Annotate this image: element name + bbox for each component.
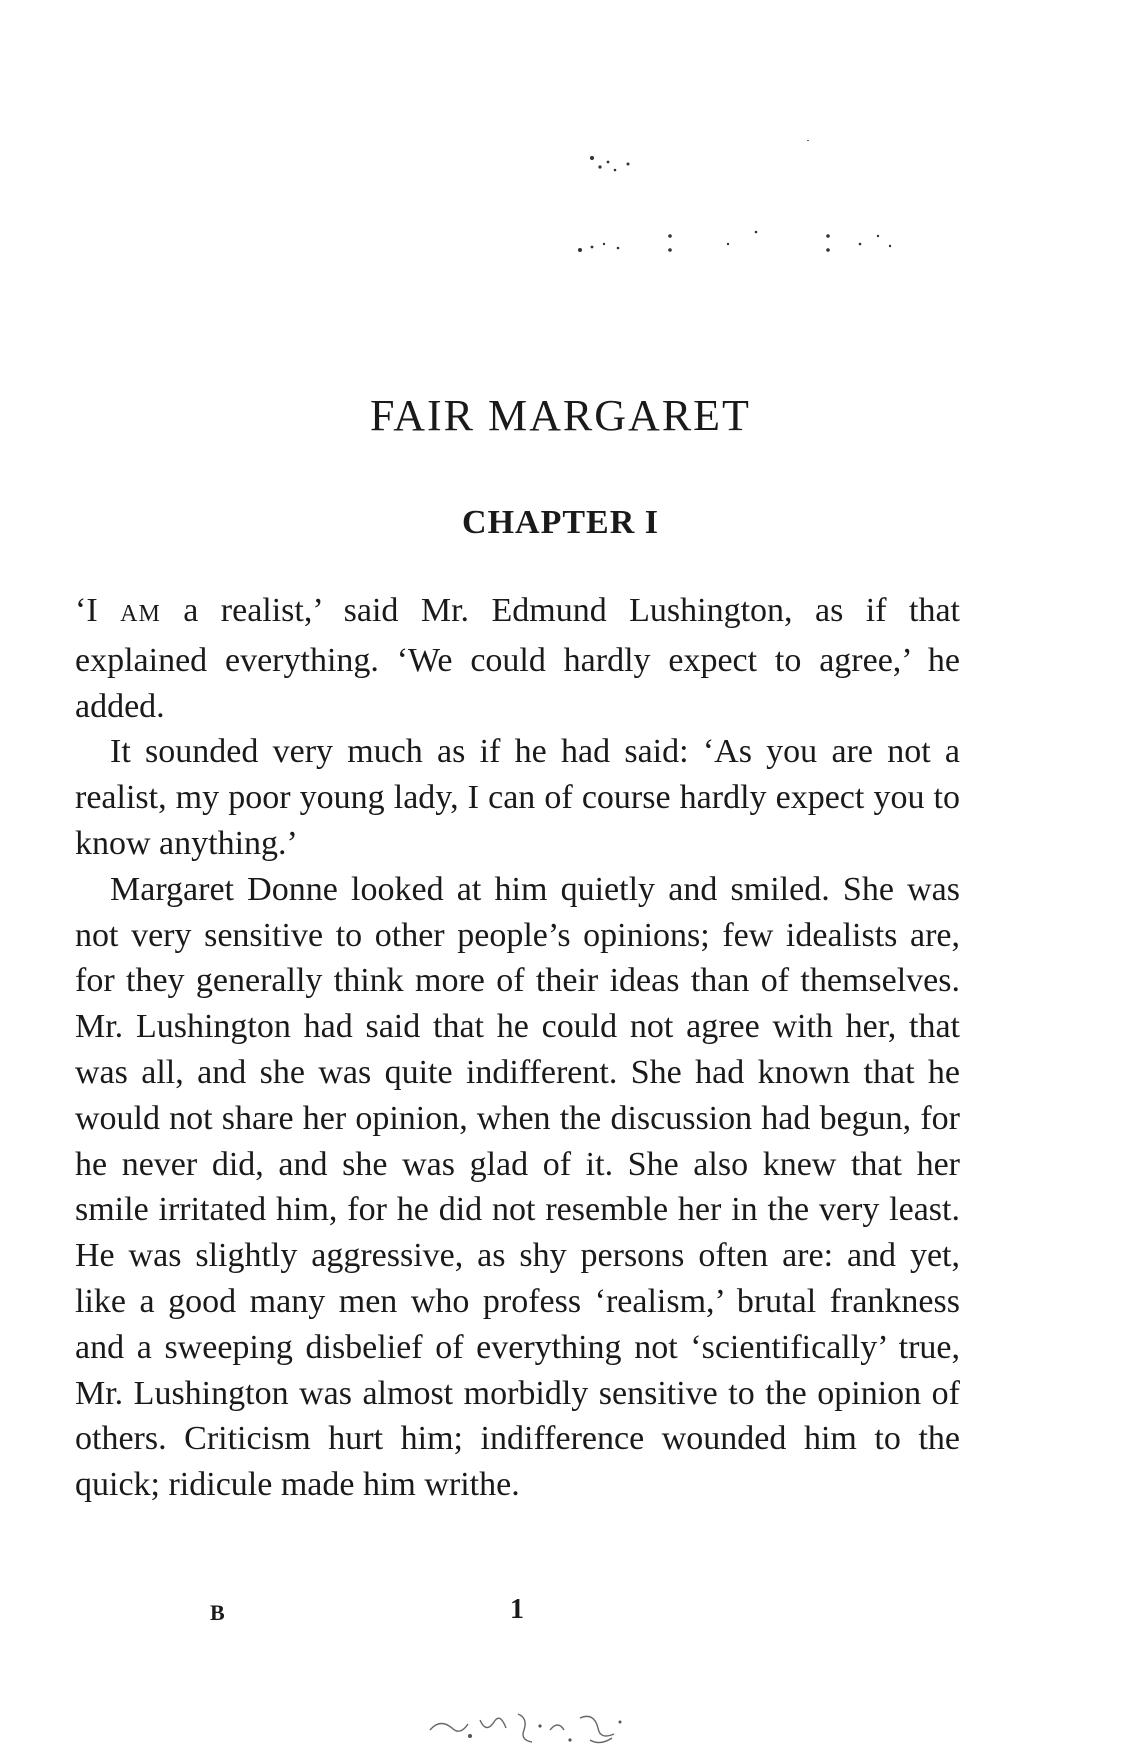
print-specks [560,140,960,270]
opening-quote: ‘I [75,592,121,629]
signature-mark: B [210,1600,225,1625]
library-stamp-mark [420,1700,670,1750]
paragraph-1-text: a realist,’ said Mr. Edmund Lushington, as if that explained everything. ‘We could hardly expect to agree,’ he added. [75,592,960,725]
smallcaps-word: AM [120,601,161,627]
chapter-body [75,588,960,1508]
paragraph-3: Margaret Donne looked at him quietly and smiled. She was not very sensitive to other people’s opinions; few idealists are, for they generally think more of their ideas than of themselves. Mr. Lushington had said that he could not agree with her, that was all, and she was quite indifferent. She had known that he would not share her opinion, when the discussion had begun, for he never did, and she was glad of it. She also knew that her smile irritated him, for he did not resemble her in the very least. He was slightly aggressive, as shy persons often are: and yet, like a good many men who profess ‘realism,’ brutal frankness and a sweeping disbelief of everything not ‘scientifically’ true, Mr. Lushington was almost morbidly sensitive to the opinion of others. Criticism hurt him; indifference wounded him to the quick; ridicule made him writhe. [75,870,960,1504]
page-number: 1 [510,1594,524,1625]
book-title: FAIR MARGARET [370,391,751,440]
chapter-heading: CHAPTER I [462,504,659,541]
paragraph-1 [75,588,960,729]
paragraph-2: It sounded very much as if he had said: ‘As you are not a realist, my poor young lady, I can of course hardly expect you to know anything.’ [75,733,960,862]
